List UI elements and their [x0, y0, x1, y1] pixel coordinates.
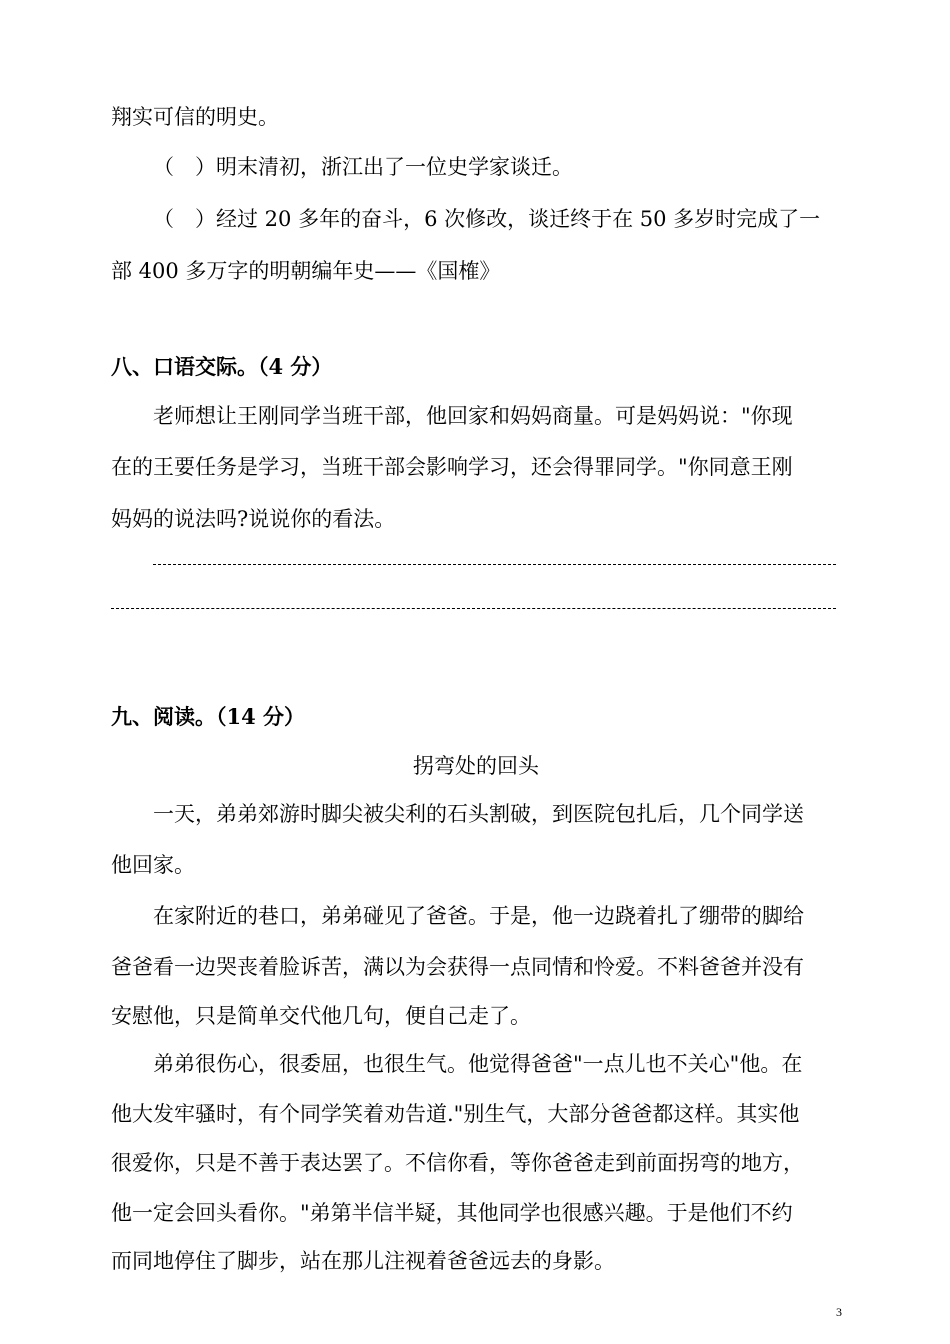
passage-line: 很爱你，只是不善于表达罢了。不信你看，等你爸爸走到前面拐弯的地方，: [111, 1151, 804, 1175]
passage-line: 在家附近的巷口，弟弟碰见了爸爸。于是，他一边跷着扎了绷带的脚给: [153, 904, 804, 928]
passage-line: 而同地停住了脚步，站在那儿注视着爸爸远去的身影。: [111, 1249, 615, 1273]
passage-title: 拐弯处的回头: [413, 754, 539, 778]
section-heading: 九、阅读。（14 分）: [111, 704, 306, 729]
passage-line: 他回家。: [111, 853, 195, 877]
text-line: 翔实可信的明史。: [111, 105, 279, 129]
passage-line: 一天，弟弟郊游时脚尖被尖利的石头割破，到医院包扎后，几个同学送: [153, 802, 804, 826]
text-line: 部 400 多万字的明朝编年史——《国榷》: [111, 259, 501, 283]
prompt-line: 妈妈的说法吗?说说你的看法。: [111, 507, 396, 531]
passage-line: 弟弟很伤心，很委屈，也很生气。他觉得爸爸"一点儿也不关心"他。在: [153, 1052, 803, 1076]
passage-line: 安慰他，只是简单交代他几句，便自己走了。: [111, 1004, 531, 1028]
passage-line: 爸爸看一边哭丧着脸诉苦，满以为会获得一点同情和怜爱。不料爸爸并没有: [111, 955, 804, 979]
passage-line: 他一定会回头看你。"弟第半信半疑，其他同学也很感兴趣。于是他们不约: [111, 1201, 793, 1225]
answer-line[interactable]: [153, 564, 836, 565]
prompt-line: 老师想让王刚同学当班干部，他回家和妈妈商量。可是妈妈说："你现: [153, 404, 793, 428]
answer-line[interactable]: [111, 608, 836, 609]
page-number: 3: [836, 1305, 842, 1319]
section-heading: 八、口语交际。（4 分）: [111, 354, 333, 379]
order-item: （ ）明末清初，浙江出了一位史学家谈迁。: [153, 155, 573, 179]
order-item: （ ）经过 20 多年的奋斗，6 次修改，谈迁终于在 50 多岁时完成了一: [153, 207, 821, 231]
passage-line: 他大发牢骚时，有个同学笑着劝告道."别生气，大部分爸爸都这样。其实他: [111, 1102, 800, 1126]
prompt-line: 在的王要任务是学习，当班干部会影响学习，还会得罪同学。"你同意王刚: [111, 455, 793, 479]
